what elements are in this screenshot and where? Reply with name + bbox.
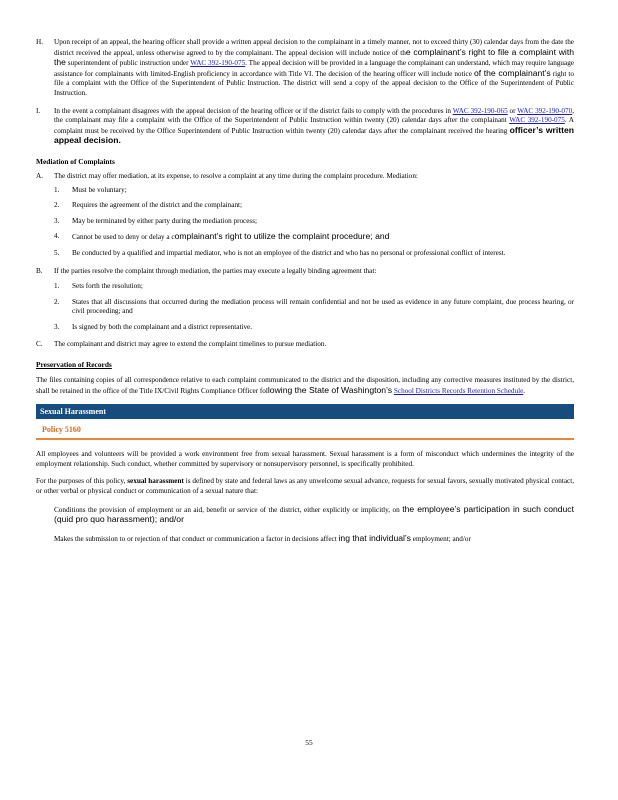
bullet-icon (36, 534, 54, 545)
mediation-item: 5. Be conducted by a qualified and impartial mediator, who is not an employee of the district and who has no personal or professional conflict of interest. (54, 248, 506, 257)
mediation-b-item: 2. States that all discussions that occurred during the mediation process will remain confidential and not be used as evidence in any future complaint, due process hearing, or civil proceeding; and (54, 297, 574, 316)
body-paragraph-2: For the purposes of this policy, sexual harassment is defined by state and federal laws as any unwelcome sexual advance, requests for sexual favors, sexually motivated physical contact, or other verbal or physical conduct or communication of a sexual nature that: (36, 477, 574, 496)
preservation-heading: Preservation of Records (36, 360, 112, 370)
mediation-heading: Mediation of Complaints (36, 156, 115, 166)
section-i-text: In the event a complainant disagrees with the appeal decision of the hearing officer or if the district fails to comply with the procedures in WAC 392-190-065 or WAC 392-190-070, the complainant may file a complaint with the Office of the Superintendent of Public Instruction within twenty (20) calendar days after the complainant WAC 392-190-075. A complaint must be received by the Office Superintendent of Public Instruction within twenty (20) calendar days after the complainant received the hearing officer’s written appeal decision. (54, 106, 574, 146)
page-number: 55 (305, 738, 313, 747)
mediation-b-item: 3. Is signed by both the complainant and a district representative. (54, 322, 253, 331)
mediation-item: 1. Must be voluntary; (54, 185, 127, 194)
section-h-label: H. (36, 38, 43, 46)
list-item: Makes the submission to or rejection of that conduct or communication a factor in decisions affect ing that individual’s employment; and/or (36, 534, 574, 545)
policy-number: Policy 5160 (42, 425, 81, 435)
wac-070-link[interactable]: WAC 392-190-070 (517, 106, 573, 115)
section-h-text: Upon receipt of an appeal, the hearing officer shall provide a written appeal decision to the complainant in a timely manner, not to exceed thirty (30) calendar days from the date the district received the appeal, unless otherwise agreed to by the complainant. The appeal decision will include notice of the complainant’s right to file a complaint with the superintendent of public instruction under WAC 392-190-075. The appeal decision will be provided in a language the complainant can understand, which may require language assistance for complainants with limited-English proficiency in accordance with Title VI. The decision of the hearing officer will include notice of the complainant’s right to file a complaint with the Office of the Superintendent of Public Instruction. The district will send a copy of the appeal decision to the Office of the Superintendent of Public Instruction. (54, 38, 574, 97)
retention-schedule-link[interactable]: School Districts Records Retention Schedule (393, 386, 524, 395)
mediation-item: 4. Cannot be used to deny or delay a complainant’s right to utilize the complaint procedure; and (54, 231, 390, 242)
policy-line (36, 425, 574, 434)
mediation-a: A. The district may offer mediation, at its expense, to resolve a complaint at any time during the complaint procedure. Mediation: (36, 171, 418, 180)
section-i-label: I. (36, 106, 41, 115)
mediation-b-item: 1. Sets forth the resolution; (54, 282, 143, 291)
body-paragraph-1: All employees and volunteers will be provided a work environment free from sexual harassment. Sexual harassment is a form of misconduct which undermines the integrity of the employment relationship. Such conduct, whether committed by supervisory or nonsupervisory personnel, is specifically prohibited. (36, 450, 574, 468)
document-page (36, 38, 574, 544)
wac-065-link[interactable]: WAC 392-190-065 (452, 106, 508, 115)
list-item: Conditions the provision of employment or an aid, benefit or service of the district, either explicitly or implicitly, on the employee’s participation in such conduct (quid pro quo harassment); and/or (36, 505, 574, 526)
mediation-c: C. The complainant and district may agree to extend the complaint timelines to pursue mediation. (36, 340, 327, 349)
section-banner: Sexual Harassment (36, 404, 574, 419)
wac-075-link-2[interactable]: WAC 392-190-075 (509, 116, 565, 125)
preservation-text: The files containing copies of all correspondence relative to each complaint communicated to the district and the disposition, including any corrective measures instituted by the district, shall be retained in the office of the Title IX/Civil Rights Compliance Officer following the State of Washington’s School Districts Records Retention Schedule. (36, 376, 574, 395)
section-i (36, 107, 574, 147)
wac-075-link[interactable]: WAC 392-190-075 (190, 59, 246, 68)
bullet-icon (36, 505, 54, 526)
section-h (36, 38, 574, 99)
mediation-item: 2. Requires the agreement of the district and the complainant; (54, 201, 243, 210)
mediation-item: 3. May be terminated by either party during the mediation process; (54, 216, 258, 225)
mediation-b: B. If the parties resolve the complaint through mediation, the parties may execute a legally binding agreement that: (36, 266, 377, 275)
policy-divider (36, 438, 574, 440)
